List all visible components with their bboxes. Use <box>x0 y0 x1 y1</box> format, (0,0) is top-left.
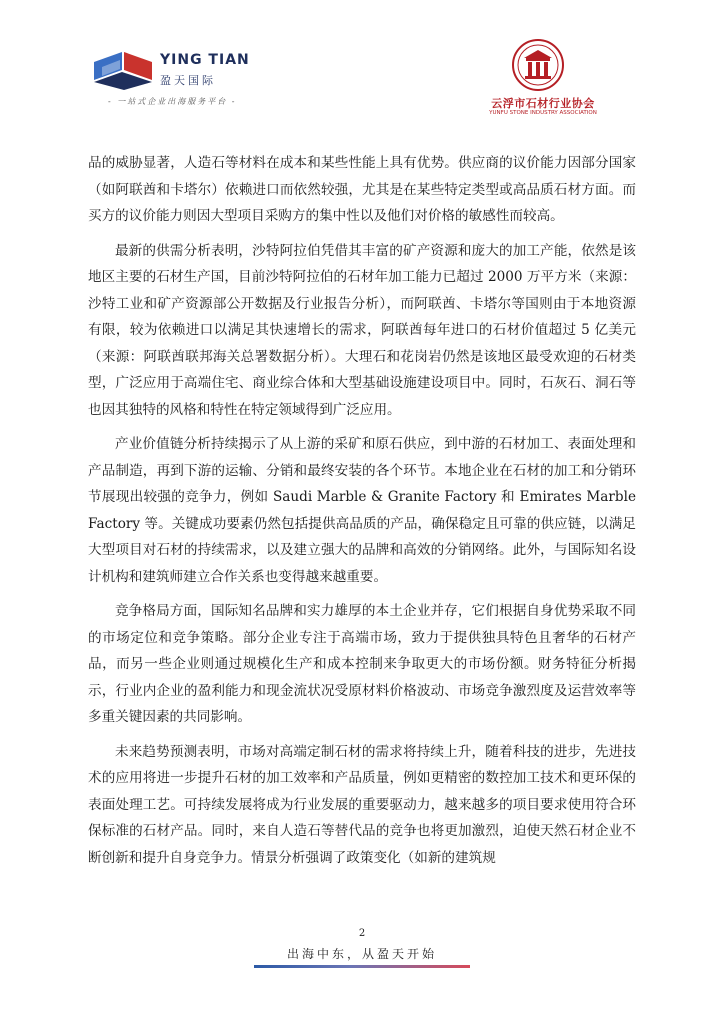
document-body <box>88 150 636 879</box>
paragraph: 品的威胁显著，人造石等材料在成本和某些性能上具有优势。供应商的议价能力因部分国家（如阿联酋和卡塔尔）依赖进口而依然较强，尤其是在某些特定类型或高品质石材方面。而买方的议价能力则因大型项目采购方的集中性以及他们对价格的敏感性而较高。 <box>88 155 636 224</box>
company-slogan: - 一站式企业出海服务平台 - <box>108 97 237 106</box>
ying-tian-logo-icon <box>92 50 154 90</box>
page-header <box>0 0 724 140</box>
footer-divider <box>254 965 470 968</box>
paragraph: 最新的供需分析表明，沙特阿拉伯凭借其丰富的矿产资源和庞大的加工产能，依然是该地区主要的石材生产国，目前沙特阿拉伯的石材年加工能力已超过 2000 万平方米（来源：沙特工业和矿产资源部公开数据及行业报告分析），而阿联酋、卡塔尔等国则由于本地资源有限，较为依赖进口以满足其快速增长的需求，阿联酋每年进口的石材价值超过 5 亿美元（来源：阿联酋联邦海关总署数据分析）。大理石和花岗岩仍然是该地区最受欢迎的石材类型，广泛应用于高端住宅、商业综合体和大型基础设施建设项目中。同时，石灰石、洞石等也因其独特的风格和特性在特定领域得到广泛应用。 <box>88 242 636 418</box>
paragraph: 未来趋势预测表明，市场对高端定制石材的需求将持续上升，随着科技的进步，先进技术的应用将进一步提升石材的加工效率和产品质量，例如更精密的数控加工技术和更环保的表面处理工艺。可持续发展将成为行业发展的重要驱动力，越来越多的项目要求使用符合环保标准的石材产品。同时，来自人造石等替代品的竞争也将更加激烈，迫使天然石材企业不断创新和提升自身竞争力。情景分析强调了政策变化（如新的建筑规 <box>88 743 636 866</box>
association-name: 云浮市石材行业协会 <box>491 97 595 110</box>
footer-slogan: 出海中东，从盈天开始 <box>286 947 437 961</box>
association-seal-icon <box>511 38 565 92</box>
page-number: 2 <box>358 928 366 939</box>
company-name-cn: 盈天国际 <box>160 74 216 87</box>
paragraph: 产业价值链分析持续揭示了从上游的采矿和原石供应，到中游的石材加工、表面处理和产品制造，再到下游的运输、分销和最终安装的各个环节。本地企业在石材的加工和分销环节展现出较强的竞争力，例如 Saudi Marble & Granite Factory 和 Emirates Marble Factory 等。关键成功要素仍然包括提供高品质的产品，确保稳定且可靠的供应链，以满足大型项目对石材的持续需求，以及建立强大的品牌和高效的分销网络。此外，与国际知名设计机构和建筑师建立合作关系也变得越来越重要。 <box>88 436 636 585</box>
association-name-en: YUNFU STONE INDUSTRY ASSOCIATION <box>489 110 597 116</box>
company-name: YING TIAN <box>160 52 250 68</box>
paragraph: 竞争格局方面，国际知名品牌和实力雄厚的本土企业并存，它们根据自身优势采取不同的市场定位和竞争策略。部分企业专注于高端市场，致力于提供独具特色且奢华的石材产品，而另一些企业则通过规模化生产和成本控制来争取更大的市场份额。财务特征分析揭示，行业内企业的盈利能力和现金流状况受原材料价格波动、市场竞争激烈度及运营效率等多重关键因素的共同影响。 <box>88 603 636 725</box>
